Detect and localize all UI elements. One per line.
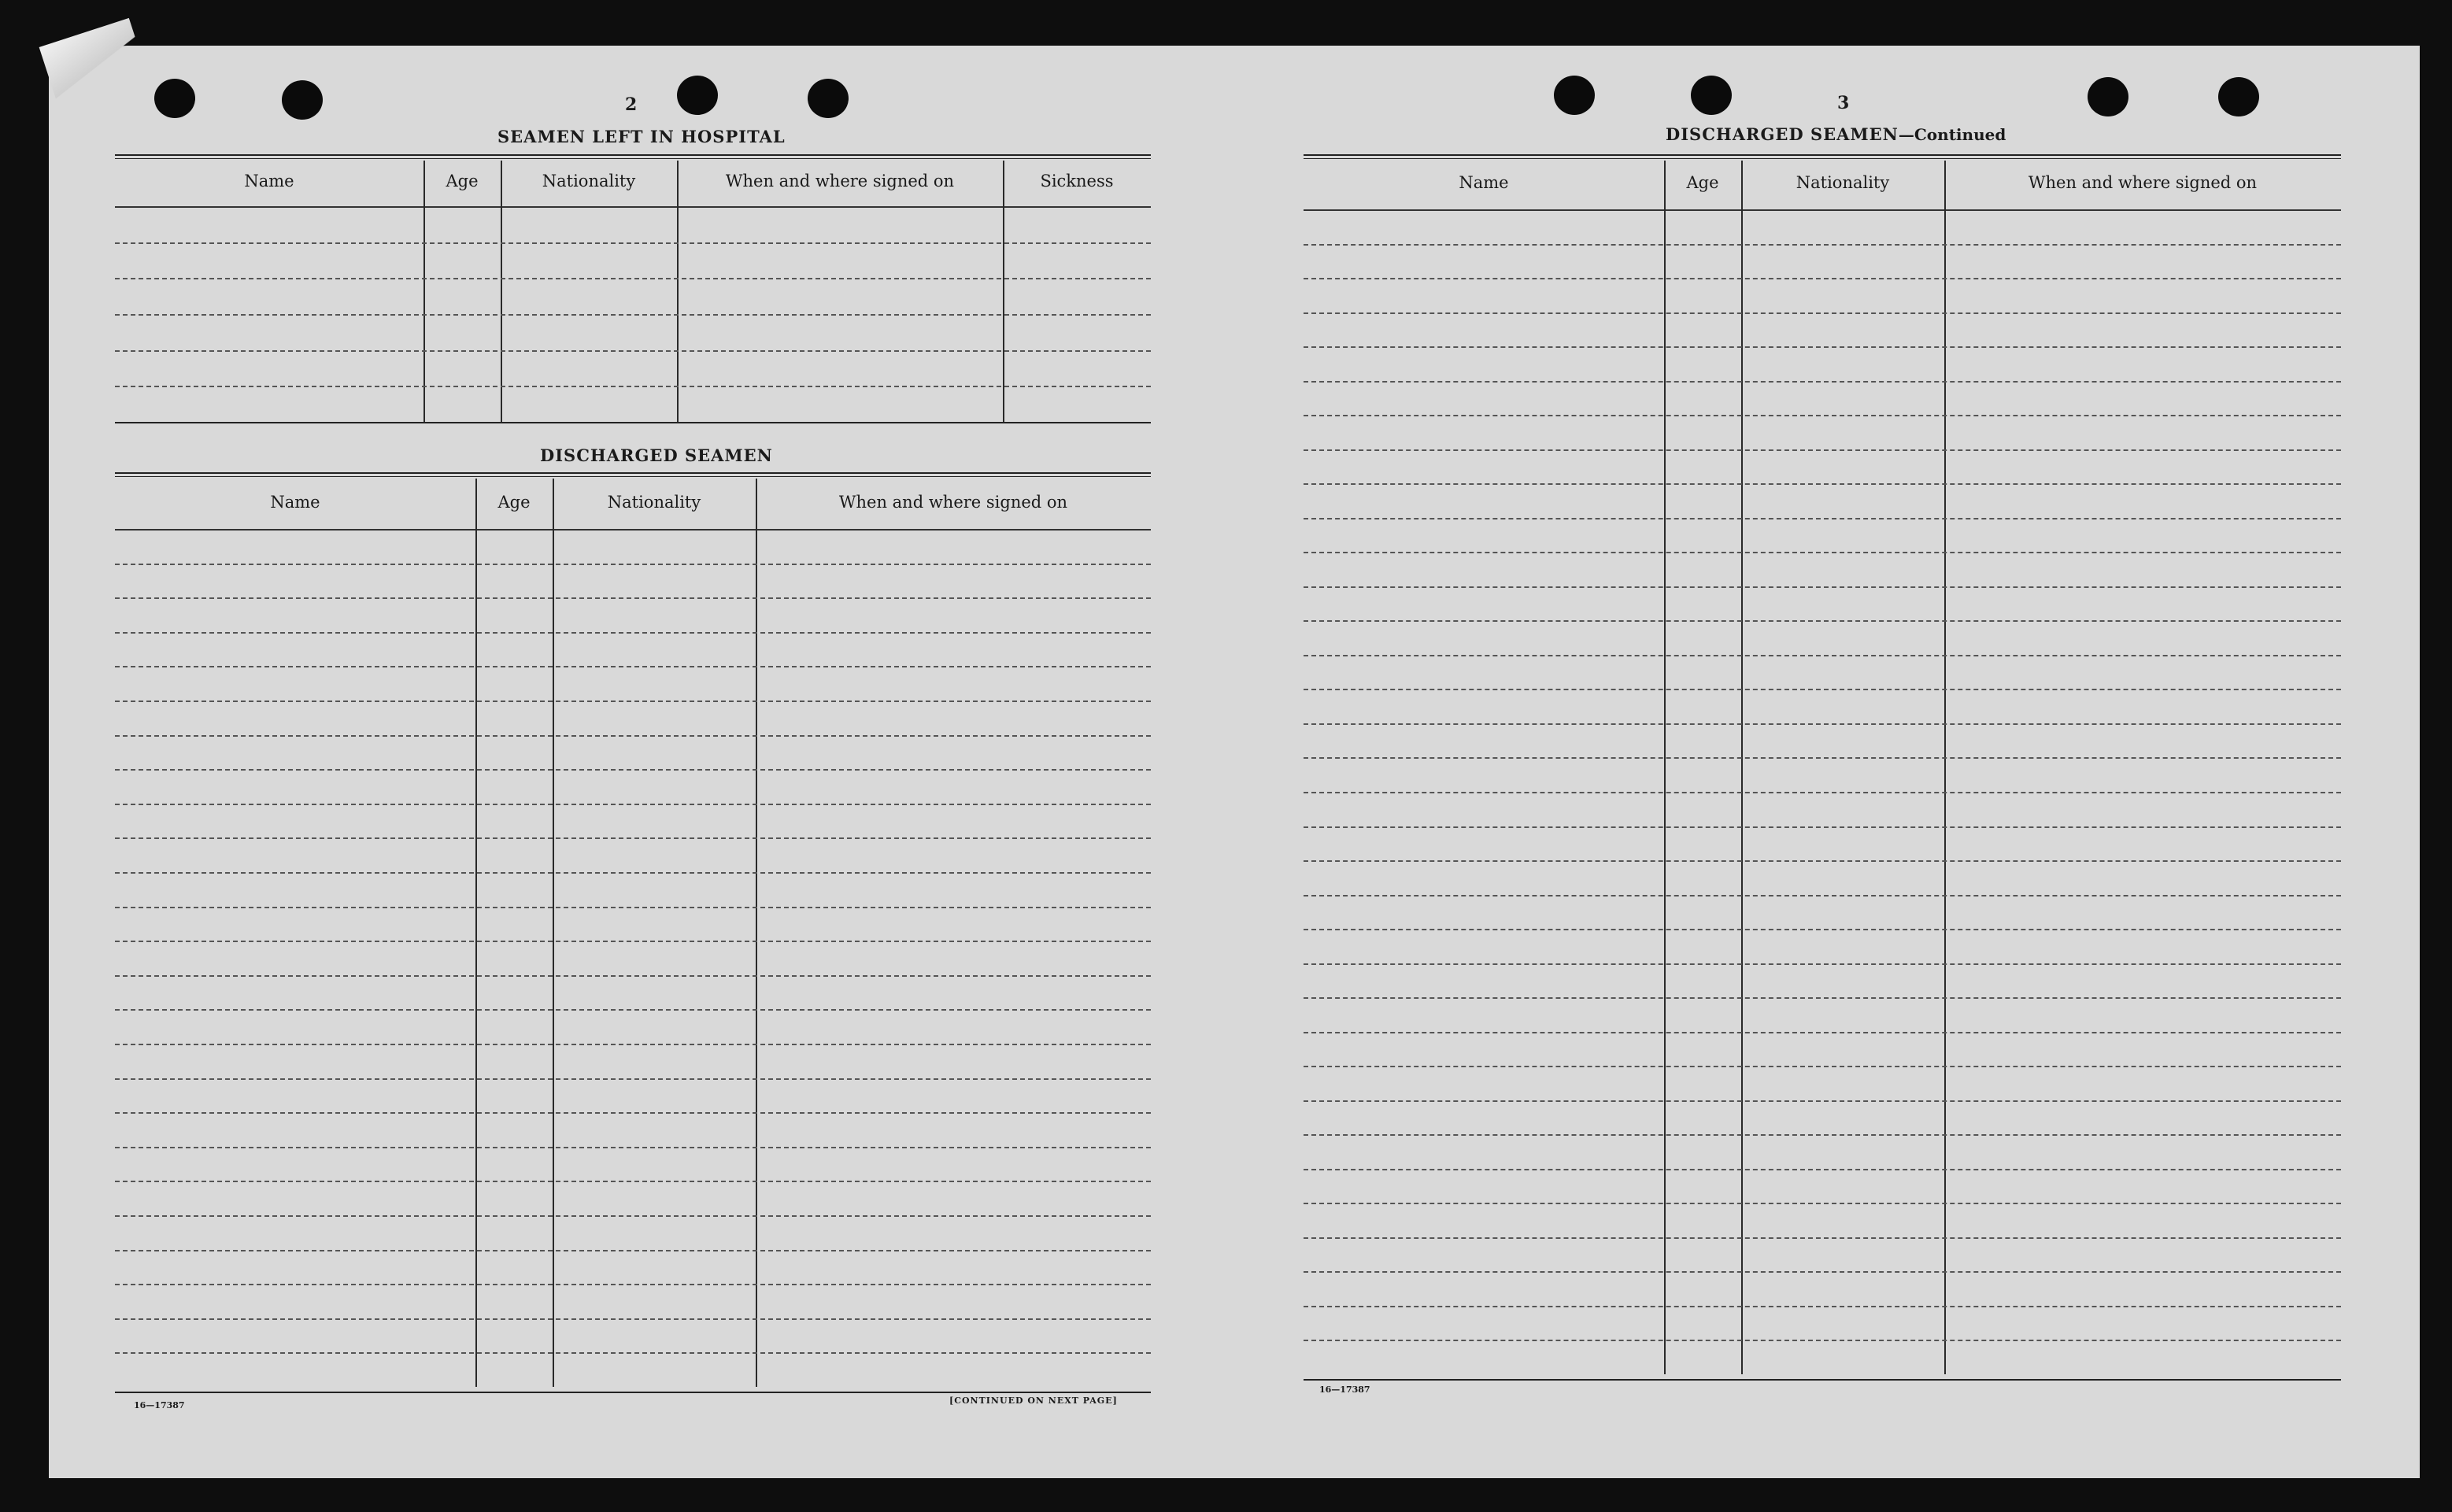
column-divider [1003, 161, 1004, 422]
column-divider [1664, 161, 1666, 1374]
table-row [1304, 381, 2341, 383]
table-top-rule [1304, 154, 2341, 159]
column-divider [501, 161, 502, 422]
hospital-section-title: SEAMEN LEFT IN HOSPITAL [497, 127, 786, 146]
table-row [115, 632, 1151, 634]
column-header: Age [497, 493, 531, 512]
column-divider [1741, 161, 1743, 1374]
table-row [115, 1147, 1151, 1148]
table-row [1304, 895, 2341, 896]
table-row [1304, 1271, 2341, 1273]
table-row [115, 242, 1151, 244]
table-row [1304, 415, 2341, 416]
table-row [1304, 655, 2341, 656]
header-rule [1304, 209, 2341, 211]
right-title-main: DISCHARGED SEAMEN [1666, 124, 1899, 144]
table-row [1304, 586, 2341, 588]
punch-hole [154, 79, 195, 118]
table-row [115, 564, 1151, 565]
table-row [115, 666, 1151, 667]
punch-hole [1554, 76, 1595, 115]
right-title-suffix: —Continued [1898, 125, 2006, 144]
column-header: Nationality [607, 493, 701, 512]
table-row [115, 769, 1151, 771]
table-row [1304, 278, 2341, 279]
column-header: Nationality [542, 172, 636, 190]
table-row [115, 907, 1151, 908]
table-row [115, 941, 1151, 942]
table-row [1304, 723, 2341, 725]
column-header: Sickness [1040, 172, 1114, 190]
header-rule [115, 529, 1151, 530]
table-row [1304, 792, 2341, 793]
table-row [1304, 1032, 2341, 1033]
table-row [115, 701, 1151, 702]
punch-hole [2218, 77, 2259, 116]
table-row [115, 1181, 1151, 1182]
table-row [1304, 689, 2341, 690]
column-header: Nationality [1796, 173, 1890, 192]
table-row [1304, 518, 2341, 519]
column-header: Name [270, 493, 320, 512]
table-row [1304, 1203, 2341, 1204]
discharged-continued-table [1304, 154, 2341, 1382]
right-section-title [1666, 124, 2006, 144]
right-page-number: 3 [1837, 93, 1850, 113]
discharged-section-title: DISCHARGED SEAMEN [540, 445, 773, 465]
table-row [115, 735, 1151, 737]
table-row [115, 1352, 1151, 1354]
column-header: Name [244, 172, 294, 190]
table-row [115, 314, 1151, 316]
table-row [1304, 1306, 2341, 1307]
column-header: When and where signed on [838, 493, 1068, 512]
table-bottom-rule [1304, 1379, 2341, 1381]
table-row [1304, 1169, 2341, 1170]
table-bottom-rule [115, 1392, 1151, 1393]
table-row [1304, 620, 2341, 622]
table-row [115, 804, 1151, 805]
header-rule [115, 206, 1151, 208]
table-row [1304, 312, 2341, 314]
table-row [115, 1250, 1151, 1251]
punch-hole [282, 80, 323, 120]
table-row [1304, 244, 2341, 246]
table-row [1304, 860, 2341, 862]
table-row [1304, 552, 2341, 553]
table-bottom-rule [115, 422, 1151, 423]
table-row [1304, 1340, 2341, 1341]
table-row [1304, 346, 2341, 348]
column-header: When and where signed on [2028, 173, 2258, 192]
left-form-number: 16—17387 [134, 1400, 185, 1410]
continued-note: [CONTINUED ON NEXT PAGE] [949, 1396, 1118, 1406]
punch-hole [808, 79, 849, 118]
table-row [1304, 963, 2341, 965]
table-row [1304, 929, 2341, 930]
discharged-table [115, 472, 1151, 1395]
table-row [1304, 997, 2341, 999]
right-form-number: 16—17387 [1319, 1384, 1370, 1395]
table-row [115, 597, 1151, 599]
table-row [115, 975, 1151, 977]
column-header: Age [1686, 173, 1719, 192]
table-row [1304, 483, 2341, 485]
table-row [1304, 826, 2341, 828]
column-divider [423, 161, 425, 422]
table-row [115, 1078, 1151, 1080]
table-row [115, 350, 1151, 352]
table-row [1304, 1237, 2341, 1239]
table-row [1304, 449, 2341, 451]
left-page-number: 2 [625, 94, 638, 115]
table-row [115, 278, 1151, 279]
table-row [1304, 1134, 2341, 1136]
table-row [115, 386, 1151, 387]
table-row [1304, 1100, 2341, 1102]
table-row [115, 1044, 1151, 1045]
table-row [115, 1284, 1151, 1285]
punch-hole [2088, 77, 2128, 116]
hospital-table [115, 154, 1151, 427]
table-row [1304, 757, 2341, 759]
punch-hole [1691, 76, 1732, 115]
table-row [1304, 1066, 2341, 1067]
column-header: Age [446, 172, 479, 190]
table-row [115, 1215, 1151, 1217]
column-divider [1944, 161, 1946, 1374]
table-row [115, 1318, 1151, 1320]
table-top-rule [115, 154, 1151, 159]
table-row [115, 1112, 1151, 1114]
table-top-rule [115, 472, 1151, 477]
column-header: Name [1459, 173, 1509, 192]
column-header: When and where signed on [725, 172, 955, 190]
table-row [115, 837, 1151, 839]
column-divider [677, 161, 679, 422]
table-row [115, 1009, 1151, 1011]
table-row [115, 872, 1151, 874]
punch-hole [677, 76, 718, 115]
